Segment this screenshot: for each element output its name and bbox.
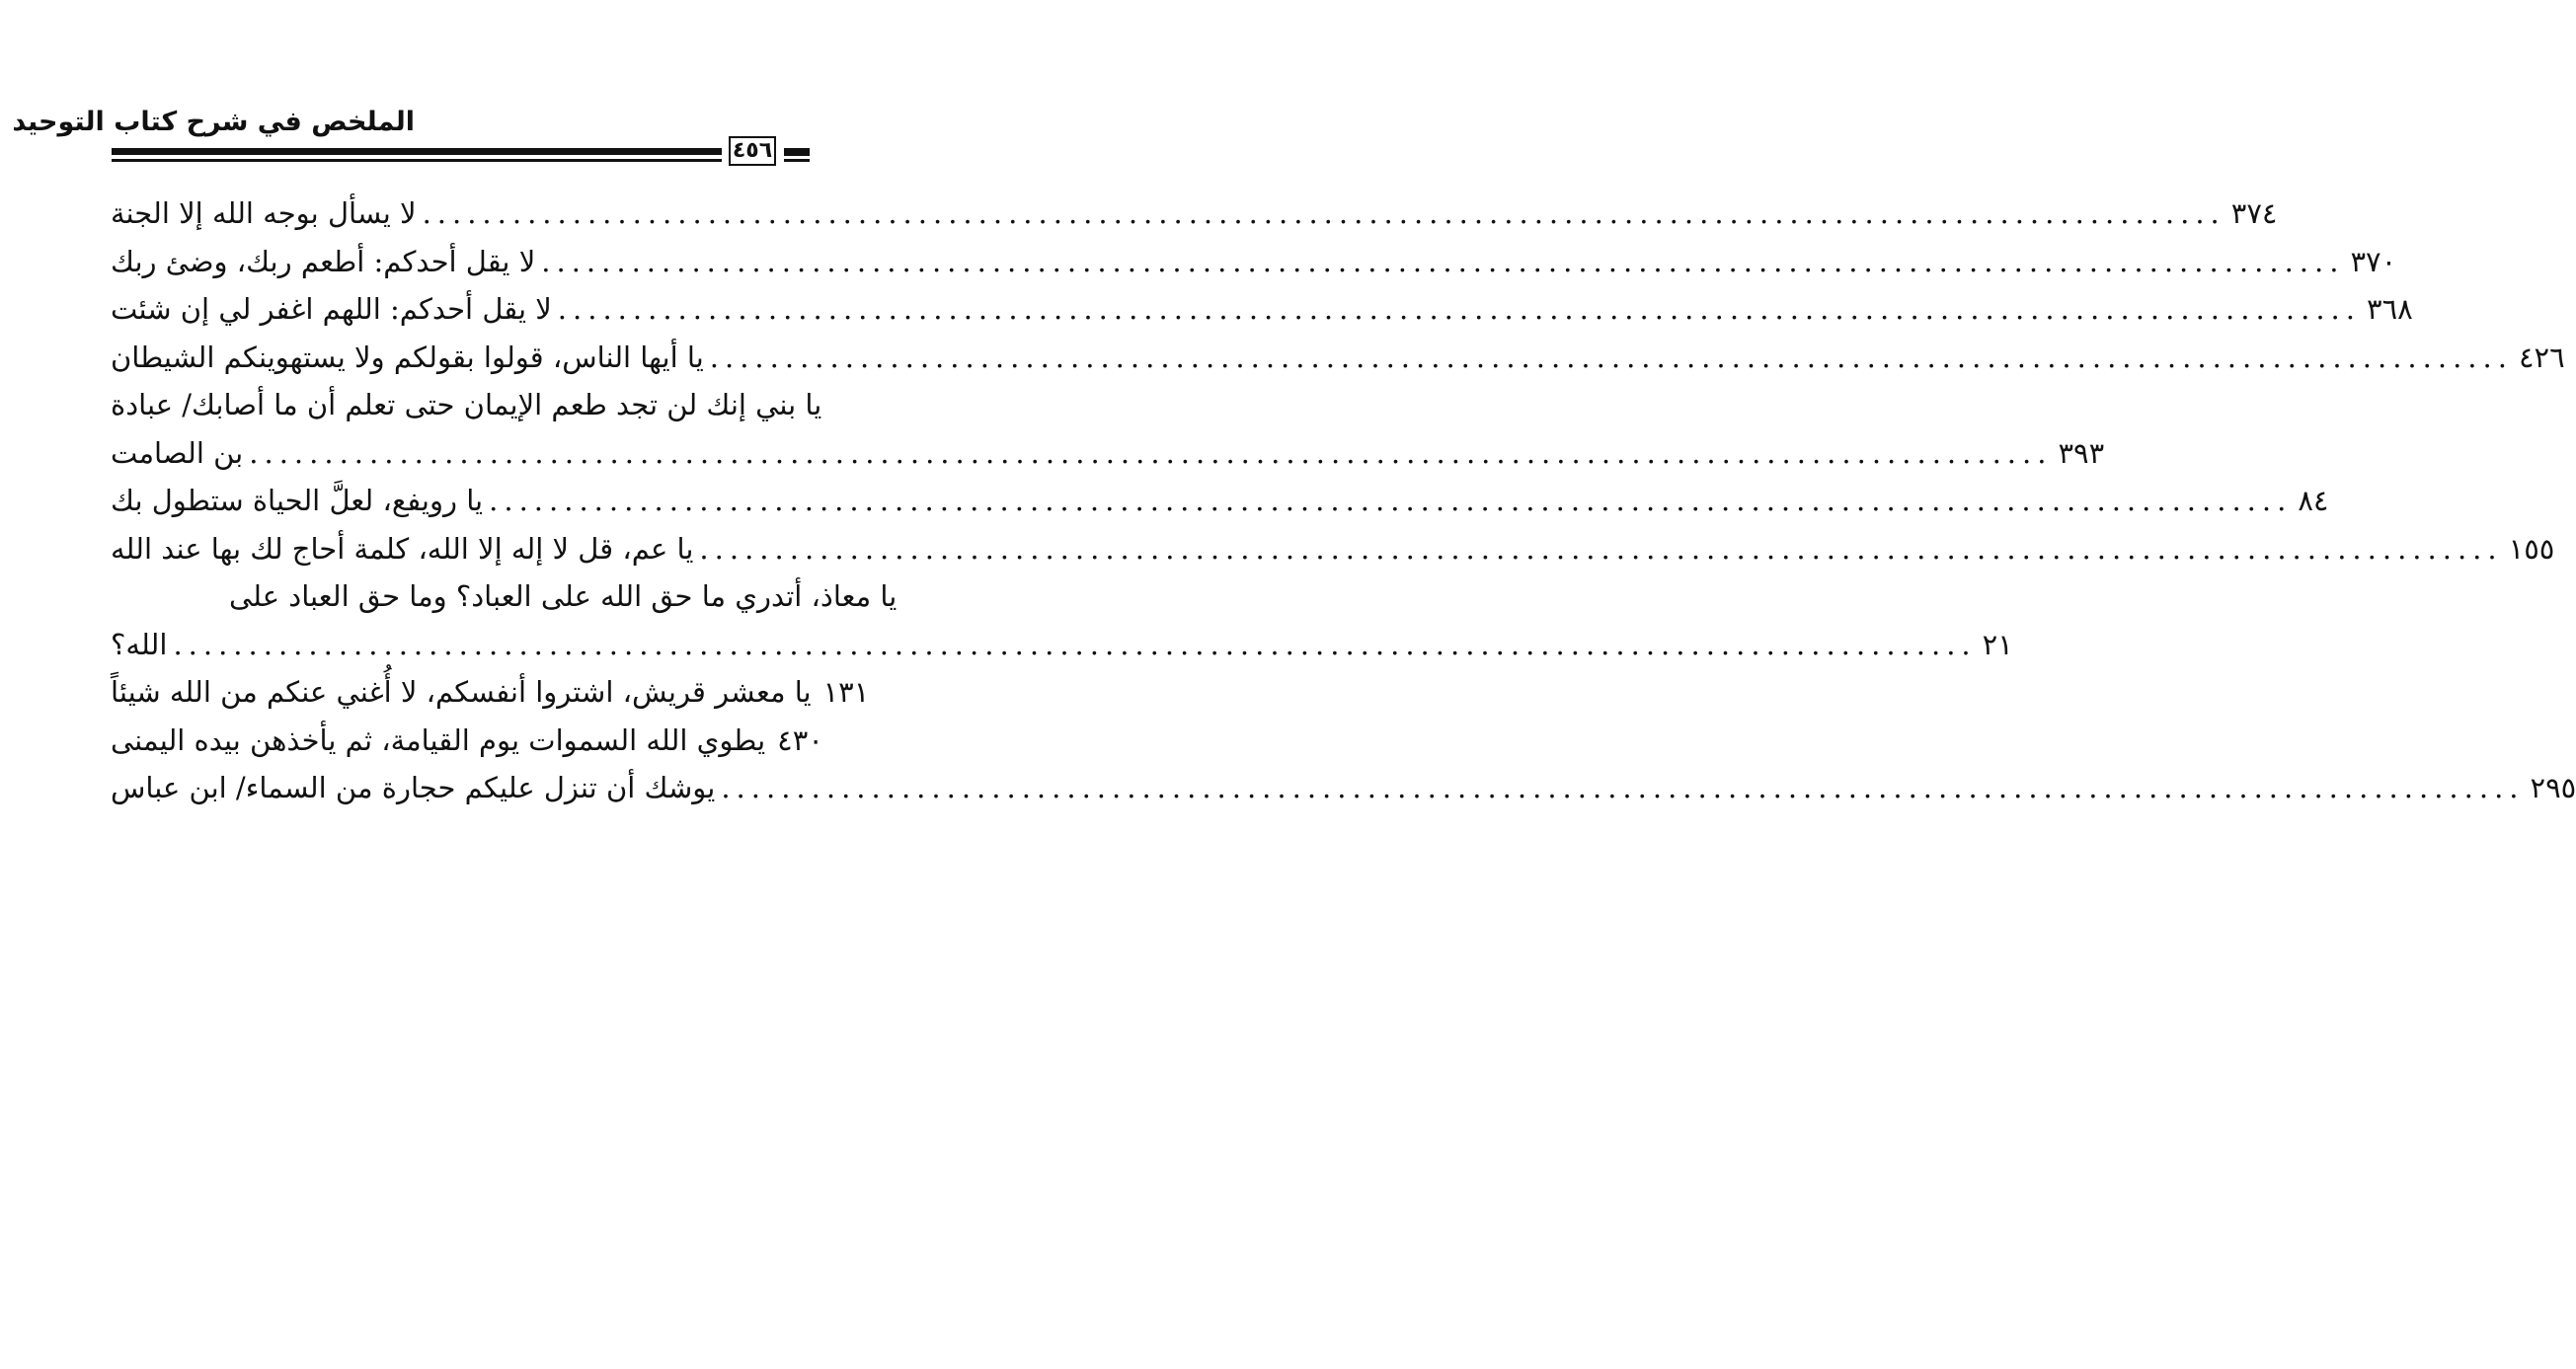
entry-page-number: ٤٣٠ (777, 723, 823, 757)
leader-dots (249, 429, 2052, 478)
leader-dots (423, 190, 2225, 238)
entry-page-number: ٣٧٠ (2350, 244, 2397, 278)
leader-dots (699, 525, 2502, 573)
leader-dots (489, 477, 2292, 525)
entry-text: يا معاذ، أتدري ما حق الله على العباد؟ وما حق العباد على (229, 579, 898, 613)
index-entries-list (111, 190, 2576, 812)
index-entry (111, 764, 2576, 812)
entry-page-number: ٢١ (1982, 627, 2013, 661)
entry-page-number: ٣٧٤ (2230, 196, 2278, 230)
entry-text: يوشك أن تنزل عليكم حجارة من السماء/ ابن عباس (111, 771, 716, 804)
index-entry (111, 572, 898, 621)
entry-page-number: ١٣١ (822, 675, 870, 709)
page-number-mark (784, 148, 810, 156)
index-entry (111, 334, 2565, 382)
index-entry (111, 285, 2413, 334)
index-entry (111, 190, 2278, 238)
leader-dots (721, 764, 2524, 812)
leader-dots (558, 285, 2361, 334)
leader-dots (541, 238, 2344, 286)
entry-text: يا بني إنك لن تجد طعم الإيمان حتى تعلم أن ما أصابك/ عبادة (111, 388, 822, 421)
entry-text: يا أيها الناس، قولوا بقولكم ولا يستهوينكم الشيطان (111, 340, 704, 374)
header-rule-thin (112, 159, 722, 162)
entry-page-number: ٤٢٦ (2518, 340, 2565, 374)
index-entry (111, 525, 2555, 573)
index-entry (111, 621, 2013, 669)
running-header-title: الملخص في شرح كتاب التوحيد (12, 107, 415, 137)
entry-text: يا عم، قل لا إله إلا الله، كلمة أحاج لك بها عند الله (111, 531, 694, 566)
entry-page-number: ٣٩٣ (2058, 435, 2105, 470)
entry-text: لا يسأل بوجه الله إلا الجنة (111, 196, 417, 230)
page-number-box: ٤٥٦ (729, 136, 776, 166)
entry-page-number: ١٥٥ (2508, 531, 2555, 566)
entry-text: لا يقل أحدكم: أطعم ربك، وضئ ربك (111, 244, 536, 278)
leader-dots (173, 621, 1976, 669)
entry-page-number: ٢٩٥ (2530, 771, 2576, 804)
index-entry (111, 429, 2105, 478)
index-entry (111, 717, 823, 765)
entry-text: لا يقل أحدكم: اللهم اغفر لي إن شئت (111, 292, 552, 326)
entry-text: بن الصامت (111, 435, 244, 470)
entry-text: يطوي الله السموات يوم القيامة، ثم يأخذهن بيده اليمنى (111, 723, 766, 757)
entry-page-number: ٣٦٨ (2367, 292, 2413, 326)
leader-dots (710, 334, 2513, 382)
index-entry (111, 381, 822, 429)
entry-text: يا رويفع، لعلَّ الحياة ستطول بك (111, 484, 484, 517)
entry-text: الله؟ (111, 627, 168, 661)
index-entry (111, 668, 870, 717)
header-rule-thick (112, 148, 722, 155)
entry-text: يا معشر قريش، اشتروا أنفسكم، لا أُغني عنكم من الله شيئاً (111, 675, 812, 709)
entry-page-number: ٨٤ (2298, 484, 2329, 517)
page-number-mark-thin (784, 159, 810, 162)
index-entry (111, 238, 2397, 286)
index-entry (111, 477, 2329, 525)
